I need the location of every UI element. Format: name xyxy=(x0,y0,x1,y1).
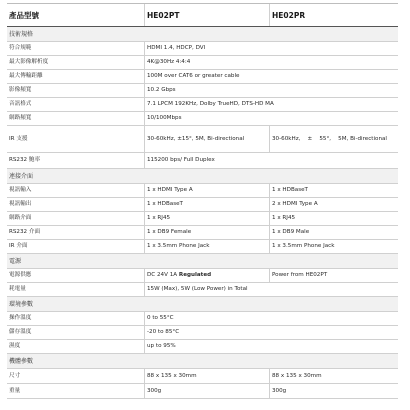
table-row: 網路介面 1 x RJ45 1 x RJ45 xyxy=(7,212,398,226)
table-row: 音訊格式 7.1 LPCM 192KHz, Dolby TrueHD, DTS-HD MA xyxy=(7,98,398,112)
header-model-b: HE02PR xyxy=(269,4,398,26)
table-header xyxy=(7,4,398,27)
spec-table xyxy=(7,3,398,399)
table-row: 最大影像解析度 4K@30Hz 4:4:4 xyxy=(7,56,398,70)
table-row: 操作溫度 0 to 55°C xyxy=(7,312,398,326)
section-mech: 機體參數 xyxy=(7,354,398,369)
section-interface: 連接介面 xyxy=(7,169,398,184)
section-power: 電源 xyxy=(7,254,398,269)
table-row: 網路頻寬 10/100Mbps xyxy=(7,112,398,126)
section-env: 環境參數 xyxy=(7,297,398,312)
table-row: 電源供應 DC 24V 1A Regulated Power from HE02PT xyxy=(7,269,398,283)
table-row: 儲存溫度 -20 to 85°C xyxy=(7,326,398,340)
table-row: 重量 300g 300g xyxy=(7,384,398,399)
table-row: 最大傳輸距離 100M over CAT6 or greater cable xyxy=(7,70,398,84)
header-label: 產品型號 xyxy=(9,10,39,20)
table-row: 尺寸 88 x 135 x 30mm 88 x 135 x 30mm xyxy=(7,369,398,384)
table-row: RS232 介面 1 x DB9 Female 1 x DB9 Male xyxy=(7,226,398,240)
table-row: IR 介面 1 x 3.5mm Phone Jack 1 x 3.5mm Phone Jack xyxy=(7,240,398,254)
table-row: 影像頻寬 10.2 Gbps xyxy=(7,84,398,98)
table-row: IR 支援 30-60kHz, ±15°, 5M, Bi-directional 30-60kHz, ± 55°, 5M, Bi-directional xyxy=(7,126,398,153)
table-row: 視訊輸入 1 x HDMI Type A 1 x HDBaseT xyxy=(7,184,398,198)
header-model-a: HE02PT xyxy=(144,4,269,26)
table-row: 視訊輸出 1 x HDBaseT 2 x HDMI Type A xyxy=(7,198,398,212)
table-row: 耗電量 15W (Max), 5W (Low Power) in Total xyxy=(7,283,398,297)
table-row: RS232 鮑率 115200 bps/ Full Duplex xyxy=(7,153,398,169)
table-row: 符合規範 HDMI 1.4, HDCP, DVI xyxy=(7,42,398,56)
table-row: 濕度 up to 95% xyxy=(7,340,398,354)
section-tech: 技術規格 xyxy=(7,27,398,42)
